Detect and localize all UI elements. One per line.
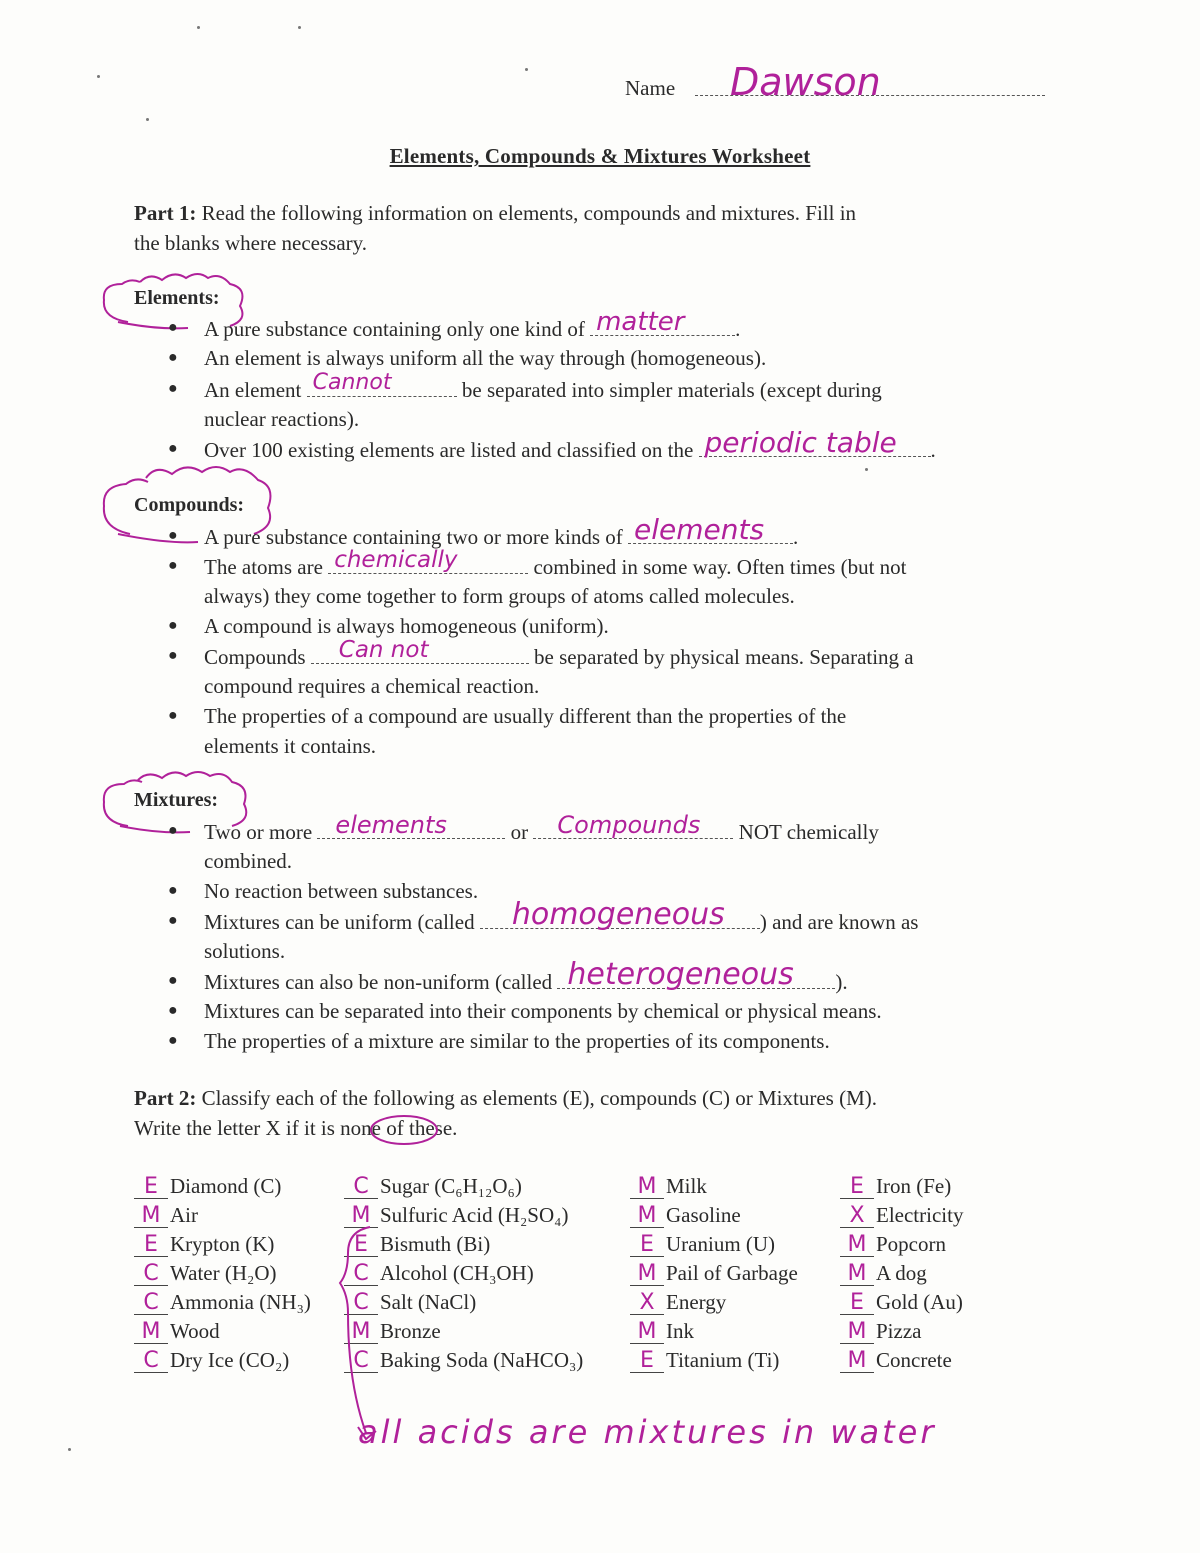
elements-bullet-3-line2: nuclear reactions). bbox=[204, 407, 360, 431]
bullet-dot: ● bbox=[168, 1002, 178, 1019]
mixtures-bullet-1 bbox=[204, 811, 879, 847]
classify-item bbox=[630, 1317, 694, 1345]
compounds-b2-blank bbox=[328, 547, 528, 574]
elements-b1-end: . bbox=[735, 317, 741, 341]
mixtures-bullet-4 bbox=[204, 957, 848, 997]
part1-instructions-line2: the blanks where necessary. bbox=[134, 231, 368, 255]
mixtures-bullet-1-line2: combined. bbox=[204, 849, 293, 873]
part2-label: Part 2: bbox=[134, 1086, 197, 1110]
classify-answer: M bbox=[630, 1321, 664, 1344]
classify-label: Electricity bbox=[876, 1203, 964, 1227]
classify-item bbox=[630, 1201, 741, 1229]
elements-heading: Elements: bbox=[134, 287, 220, 309]
mixtures-b1-text-end: NOT chemically bbox=[738, 820, 879, 844]
classify-item bbox=[134, 1230, 274, 1258]
classify-label: Wood bbox=[170, 1319, 220, 1343]
classify-label: Salt (NaCl) bbox=[380, 1290, 477, 1314]
classify-answer: C bbox=[134, 1263, 168, 1286]
bullet-dot: ● bbox=[168, 557, 178, 574]
acid-bracket-doodle bbox=[330, 1205, 390, 1445]
mixtures-bullet-5: Mixtures can be separated into their components by chemical or physical means. bbox=[204, 999, 882, 1023]
part2-instructions-line1: Classify each of the following as elements (E), compounds (C) or Mixtures (M). bbox=[201, 1086, 877, 1110]
elements-b4-end: . bbox=[930, 438, 936, 462]
bullet-dot: ● bbox=[168, 319, 178, 336]
classify-answer: E bbox=[630, 1350, 664, 1373]
compounds-b2-text-end: combined in some way. Often times (but not bbox=[533, 555, 907, 579]
elements-b1-answer: matter bbox=[596, 307, 685, 337]
classify-answer: E bbox=[840, 1176, 874, 1199]
mixtures-b1-or: or bbox=[510, 820, 529, 844]
classify-item bbox=[344, 1172, 522, 1200]
compounds-bullet-4-line2: compound requires a chemical reaction. bbox=[204, 674, 540, 698]
compounds-bullet-5-line2: elements it contains. bbox=[204, 734, 377, 758]
mixtures-b4-answer: heterogeneous bbox=[567, 957, 794, 992]
classify-answer: M bbox=[630, 1263, 664, 1286]
classify-answer: E bbox=[134, 1176, 168, 1199]
compounds-b4-text: Compounds bbox=[204, 645, 306, 669]
classify-answer: M bbox=[840, 1234, 874, 1257]
compounds-b1-end: . bbox=[793, 525, 799, 549]
compounds-b4-answer: Can not bbox=[338, 637, 429, 663]
classify-item bbox=[630, 1259, 798, 1287]
classify-label: Popcorn bbox=[876, 1232, 946, 1256]
classify-label: Sugar (C₆H₁₂O₆) bbox=[380, 1174, 522, 1198]
classify-label: Water (H₂O) bbox=[170, 1261, 277, 1285]
scan-speck bbox=[298, 26, 301, 29]
classify-label: A dog bbox=[876, 1261, 927, 1285]
classify-item bbox=[630, 1288, 726, 1316]
classify-label: Bismuth (Bi) bbox=[380, 1232, 491, 1256]
classify-answer: E bbox=[344, 1234, 378, 1257]
classify-answer: E bbox=[134, 1234, 168, 1257]
compounds-b2-answer: chemically bbox=[334, 547, 458, 573]
bullet-dot: ● bbox=[168, 972, 178, 989]
elements-bullet-3 bbox=[204, 370, 882, 405]
classify-item bbox=[840, 1172, 951, 1200]
part1-instructions-line1: Read the following information on elements, compounds and mixtures. Fill in bbox=[201, 201, 857, 225]
classify-answer: C bbox=[134, 1350, 168, 1373]
name-row bbox=[625, 60, 1055, 110]
bullet-dot: ● bbox=[168, 380, 178, 397]
classify-label: Gold (Au) bbox=[876, 1290, 963, 1314]
part2-instructions-line2: Write the letter X if it is none of these. bbox=[134, 1116, 458, 1140]
classify-label: Air bbox=[170, 1203, 198, 1227]
classify-answer: M bbox=[630, 1205, 664, 1228]
classify-label: Ammonia (NH₃) bbox=[170, 1290, 311, 1314]
compounds-bullet-2 bbox=[204, 547, 907, 582]
classify-answer: C bbox=[344, 1350, 378, 1373]
elements-bullet-4 bbox=[204, 426, 936, 465]
classify-answer: M bbox=[630, 1176, 664, 1199]
classify-item bbox=[134, 1201, 198, 1229]
handwritten-note: all acids are mixtures in water bbox=[358, 1413, 937, 1451]
classify-label: Milk bbox=[666, 1174, 707, 1198]
classify-answer: M bbox=[134, 1321, 168, 1344]
classify-item bbox=[134, 1288, 311, 1316]
mixtures-b4-text: Mixtures can also be non-uniform (called bbox=[204, 970, 553, 994]
mixtures-b3-text-end: ) and are known as bbox=[759, 910, 919, 934]
bullet-dot: ● bbox=[168, 527, 178, 544]
classify-label: Gasoline bbox=[666, 1203, 741, 1227]
name-label: Name bbox=[625, 76, 676, 100]
classify-label: Sulfuric Acid (H₂SO₄) bbox=[380, 1203, 569, 1227]
classify-item bbox=[840, 1317, 921, 1345]
classify-label: Baking Soda (NaHCO₃) bbox=[380, 1348, 584, 1372]
scan-speck bbox=[865, 468, 868, 471]
compounds-b1-blank bbox=[628, 513, 793, 546]
classify-item bbox=[630, 1230, 775, 1258]
bullet-dot: ● bbox=[168, 707, 178, 724]
classify-label: Energy bbox=[666, 1290, 727, 1314]
bullet-dot: ● bbox=[168, 1032, 178, 1049]
classify-answer: M bbox=[840, 1321, 874, 1344]
classify-label: Uranium (U) bbox=[666, 1232, 776, 1256]
elements-b4-blank bbox=[699, 426, 931, 459]
classify-item bbox=[134, 1172, 281, 1200]
compounds-bullet-4 bbox=[204, 637, 914, 672]
classify-answer: E bbox=[630, 1234, 664, 1257]
mixtures-bullet-3-line2: solutions. bbox=[204, 939, 286, 963]
compounds-b4-text-end: be separated by physical means. Separating a bbox=[534, 645, 914, 669]
elements-b1-blank bbox=[590, 307, 735, 337]
mixtures-b1-blank-1 bbox=[317, 811, 505, 839]
classify-label: Dry Ice (CO₂) bbox=[170, 1348, 290, 1372]
classify-item bbox=[840, 1288, 963, 1316]
scan-speck bbox=[68, 1448, 71, 1451]
classify-label: Concrete bbox=[876, 1348, 952, 1372]
classify-label: Iron (Fe) bbox=[876, 1174, 952, 1198]
classify-answer: C bbox=[344, 1292, 378, 1315]
part1-instructions bbox=[134, 198, 1034, 258]
classify-label: Pizza bbox=[876, 1319, 922, 1343]
mixtures-bullet-6: The properties of a mixture are similar to the properties of its components. bbox=[204, 1029, 830, 1053]
mixtures-bullet-3 bbox=[204, 897, 919, 937]
classify-answer: X bbox=[630, 1292, 664, 1315]
classify-item bbox=[840, 1346, 952, 1374]
compounds-bullet-3: A compound is always homogeneous (uniform). bbox=[204, 614, 609, 638]
mixtures-b4-blank bbox=[557, 957, 835, 992]
classify-answer: M bbox=[344, 1205, 378, 1228]
mixtures-b3-blank bbox=[480, 897, 760, 932]
bullet-dot: ● bbox=[168, 912, 178, 929]
mixtures-b1-blank-2 bbox=[533, 811, 733, 839]
classify-answer: M bbox=[134, 1205, 168, 1228]
bullet-dot: ● bbox=[168, 349, 178, 366]
classify-label: Alcohol (CH₃OH) bbox=[380, 1261, 534, 1285]
elements-b3-text-end: be separated into simpler materials (except during bbox=[461, 378, 882, 402]
classify-item bbox=[630, 1346, 779, 1374]
bullet-dot: ● bbox=[168, 882, 178, 899]
elements-b3-blank bbox=[307, 370, 457, 397]
compounds-bullet-2-line2: always) they come together to form groups of atoms called molecules. bbox=[204, 584, 795, 608]
classify-answer: C bbox=[344, 1263, 378, 1286]
part2-instructions bbox=[134, 1083, 1054, 1143]
mixtures-b4-text-end: ). bbox=[835, 970, 848, 994]
classify-label: Pail of Garbage bbox=[666, 1261, 798, 1285]
mixtures-b1-text: Two or more bbox=[204, 820, 313, 844]
classify-item bbox=[630, 1172, 707, 1200]
compounds-b2-text: The atoms are bbox=[204, 555, 323, 579]
bullet-dot: ● bbox=[168, 440, 178, 457]
elements-bullet-2: An element is always uniform all the way through (homogeneous). bbox=[204, 346, 767, 370]
classify-label: Titanium (Ti) bbox=[666, 1348, 780, 1372]
mixtures-b3-text: Mixtures can be uniform (called bbox=[204, 910, 475, 934]
elements-bullet-1 bbox=[204, 307, 741, 344]
classify-answer: M bbox=[344, 1321, 378, 1344]
compounds-b1-answer: elements bbox=[634, 513, 765, 546]
mixtures-heading: Mixtures: bbox=[134, 789, 219, 811]
classify-item bbox=[840, 1201, 963, 1229]
mixtures-b1-answer-2: Compounds bbox=[557, 811, 701, 839]
bullet-dot: ● bbox=[168, 617, 178, 634]
classify-answer: C bbox=[344, 1176, 378, 1199]
classify-label: Krypton (K) bbox=[170, 1232, 275, 1256]
elements-b4-text: Over 100 existing elements are listed and classified on the bbox=[204, 438, 694, 462]
elements-b3-answer: Cannot bbox=[312, 370, 392, 395]
classify-answer: X bbox=[840, 1205, 874, 1228]
compounds-bullet-5: The properties of a compound are usually different than the properties of the bbox=[204, 704, 847, 728]
compounds-b1-text: A pure substance containing two or more kinds of bbox=[204, 525, 623, 549]
classify-answer: M bbox=[840, 1263, 874, 1286]
classify-answer: E bbox=[840, 1292, 874, 1315]
classify-label: Bronze bbox=[380, 1319, 441, 1343]
name-value: Dawson bbox=[730, 60, 881, 104]
compounds-bullet-1 bbox=[204, 513, 799, 552]
scan-speck bbox=[525, 68, 528, 71]
bullet-dot: ● bbox=[168, 647, 178, 664]
elements-b4-answer: periodic table bbox=[704, 426, 897, 459]
mixtures-b3-answer: homogeneous bbox=[511, 897, 725, 932]
classify-answer: M bbox=[840, 1350, 874, 1373]
elements-b3-text: An element bbox=[204, 378, 302, 402]
classify-item bbox=[134, 1317, 220, 1345]
classify-label: Ink bbox=[666, 1319, 694, 1343]
mixtures-b1-answer-1: elements bbox=[335, 811, 447, 839]
compounds-b4-blank bbox=[311, 637, 529, 664]
scan-speck bbox=[146, 118, 149, 121]
scan-speck bbox=[97, 75, 100, 78]
none-circle-doodle bbox=[368, 1112, 440, 1148]
classify-label: Diamond (C) bbox=[170, 1174, 282, 1198]
classify-item bbox=[134, 1346, 289, 1374]
part1-label: Part 1: bbox=[134, 201, 197, 225]
classify-item bbox=[840, 1259, 927, 1287]
classify-item bbox=[134, 1259, 277, 1287]
classify-answer: C bbox=[134, 1292, 168, 1315]
bullet-dot: ● bbox=[168, 822, 178, 839]
elements-b1-text: A pure substance containing only one kind of bbox=[204, 317, 585, 341]
mixtures-bullet-2: No reaction between substances. bbox=[204, 879, 479, 903]
classify-item bbox=[840, 1230, 946, 1258]
compounds-heading: Compounds: bbox=[134, 494, 245, 516]
page-title: Elements, Compounds & Mixtures Worksheet bbox=[389, 144, 811, 168]
scan-speck bbox=[197, 26, 200, 29]
